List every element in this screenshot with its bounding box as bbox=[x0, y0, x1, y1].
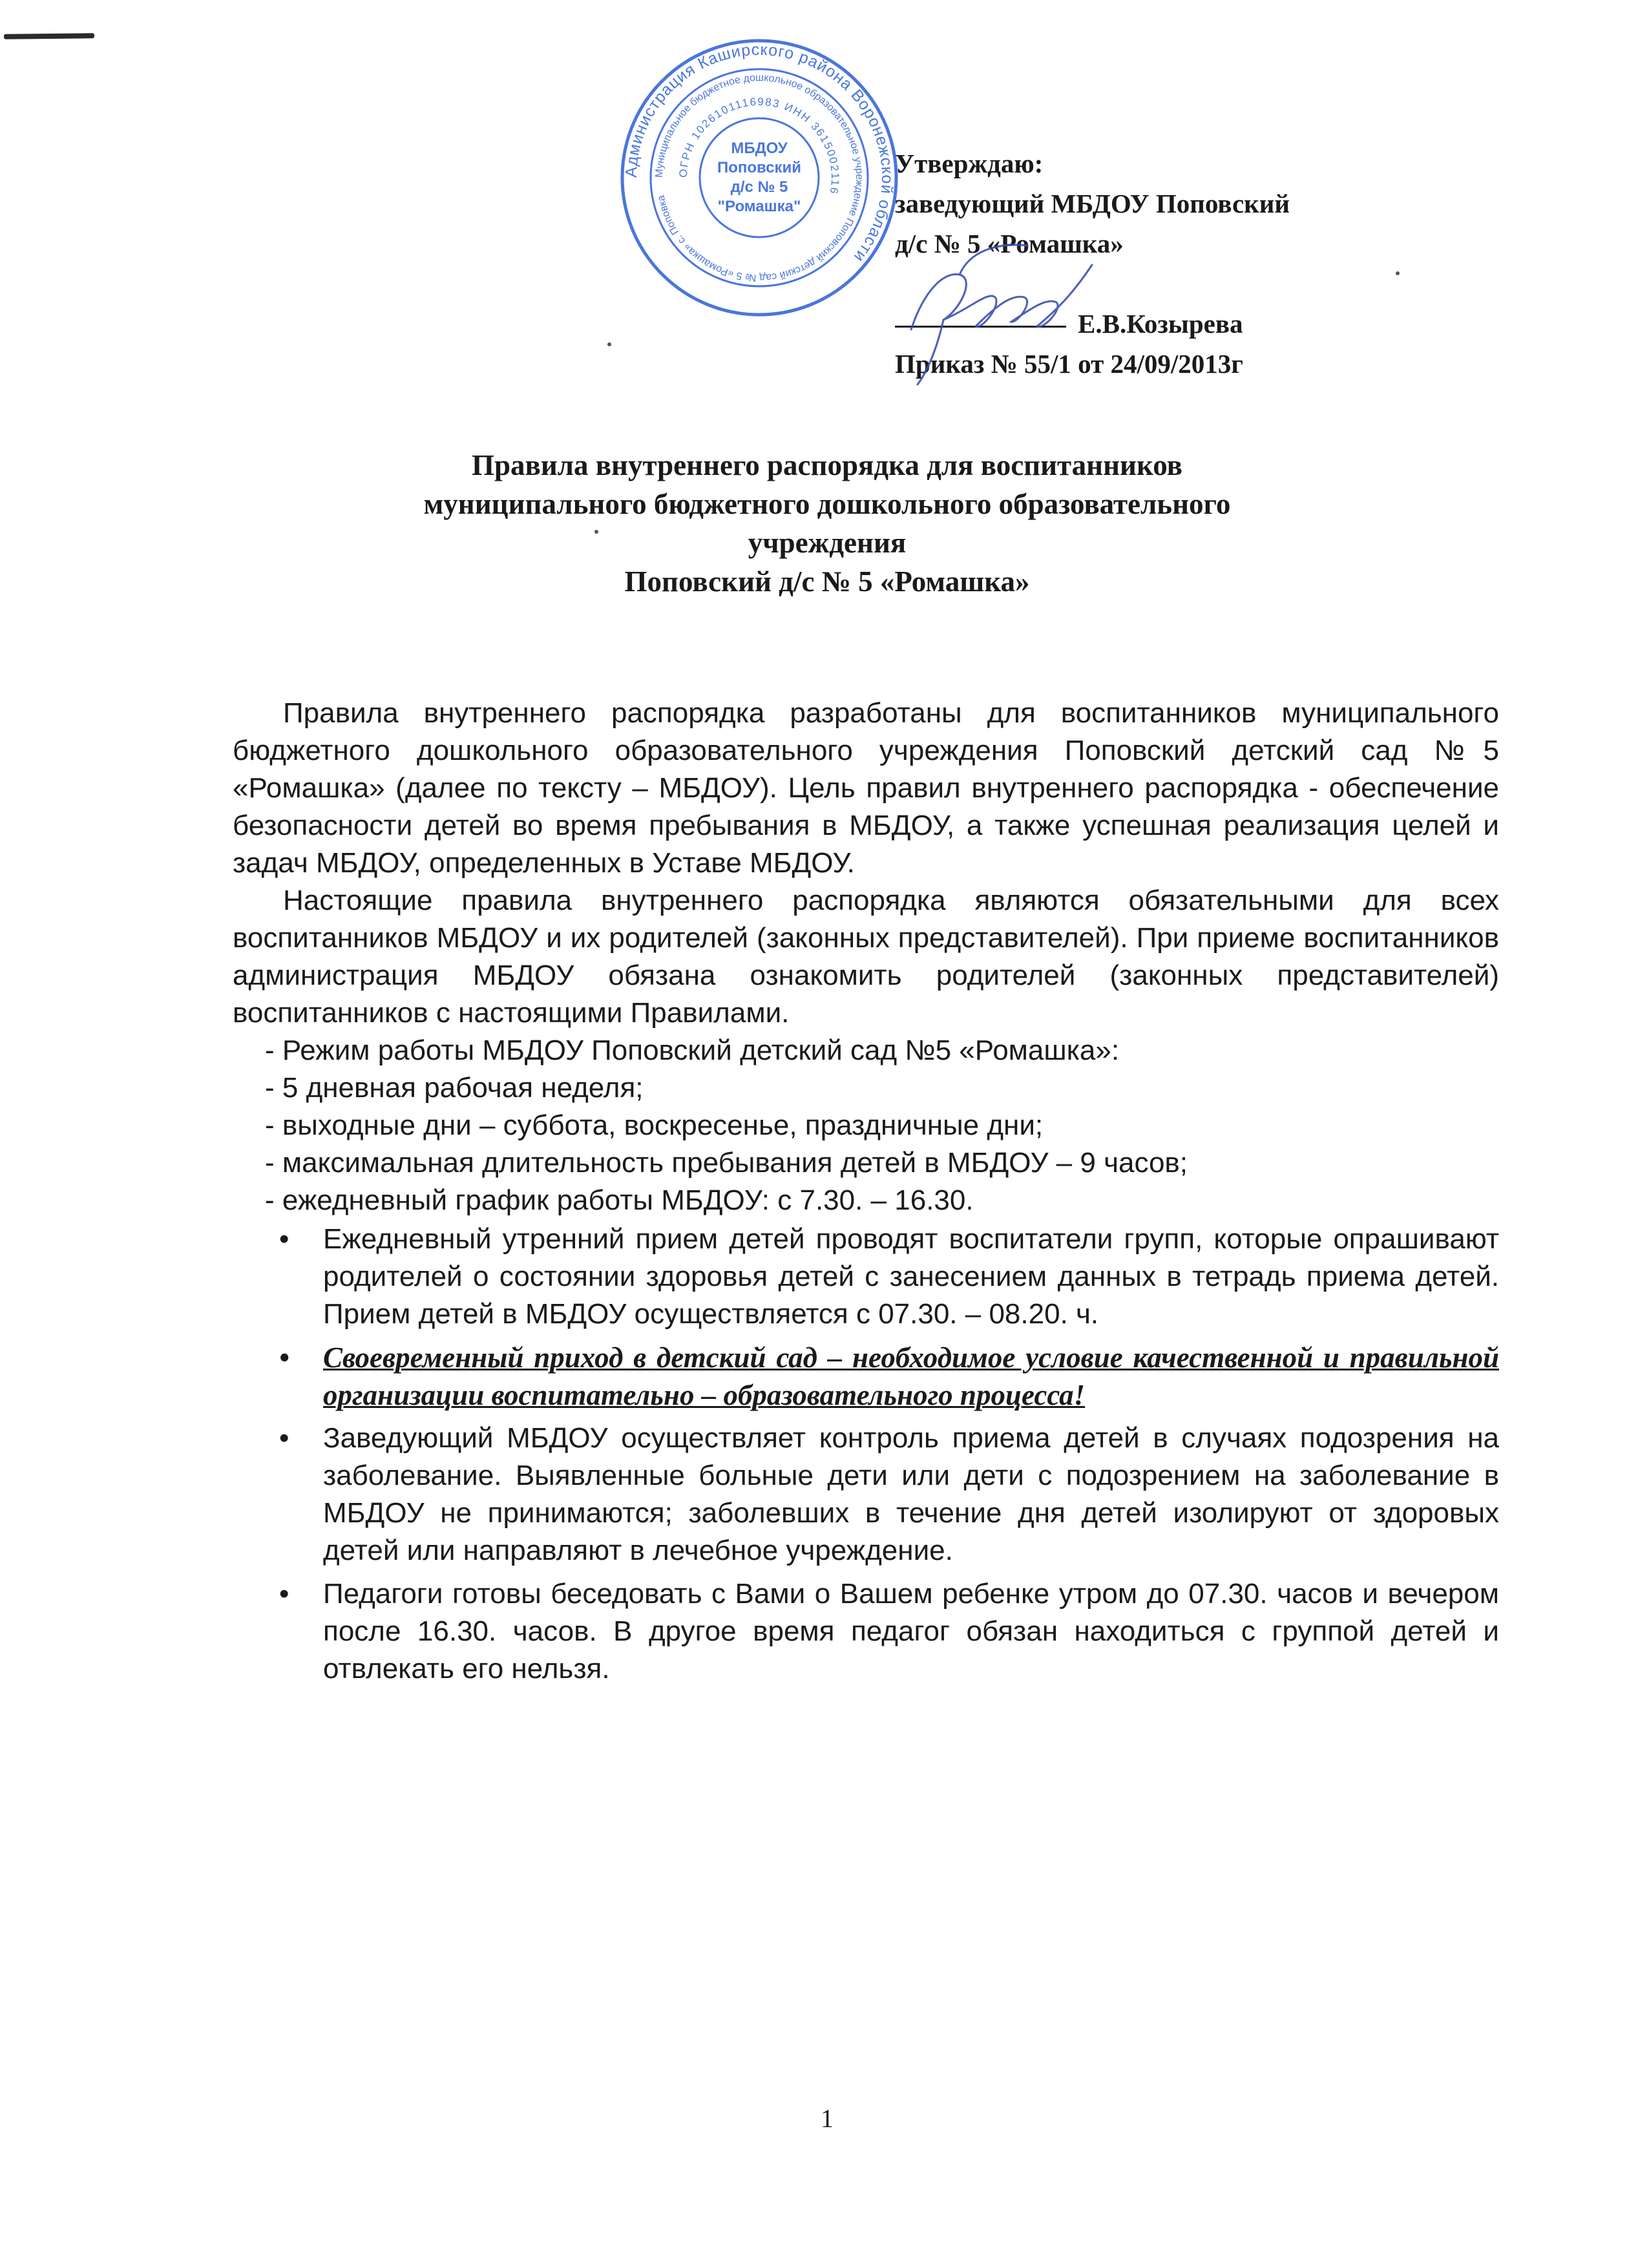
rule-item bbox=[233, 1575, 1499, 1688]
signer-name: Е.В.Козырева bbox=[1078, 309, 1243, 339]
schedule-item: - выходные дни – суббота, воскресенье, праздничные дни; bbox=[265, 1109, 1044, 1141]
seal-middle-text: Муниципальное бюджетное дошкольное образовательное учреждение Поповский детский сад № 5 «Ромашка» с. Поповка bbox=[653, 72, 865, 284]
document-body bbox=[233, 695, 1499, 1694]
approval-position: заведующий МБДОУ Поповский bbox=[895, 189, 1290, 218]
bullet-icon: • bbox=[279, 1578, 289, 1610]
rules-list bbox=[233, 1221, 1499, 1688]
document-title bbox=[246, 446, 1409, 601]
title-line: Правила внутреннего распорядка для воспитанников bbox=[472, 449, 1182, 481]
scan-speck bbox=[607, 342, 611, 346]
rule-text: Своевременный приход в детский сад – необходимое условие качественной и правильной организации воспитательно – образовательного процесса! bbox=[323, 1341, 1499, 1411]
page-number: 1 bbox=[821, 2104, 834, 2133]
schedule-item: - ежедневный график работы МБДОУ: с 7.30. – 16.30. bbox=[265, 1184, 974, 1216]
rule-text: Педагоги готовы беседовать с Вами о Вашем ребенке утром до 07.30. часов и вечером после 16.30. часов. В другое время педагог обязан находиться с группой детей и отвлекать его нельзя. bbox=[323, 1578, 1499, 1685]
order-reference: Приказ № 55/1 от 24/09/2013г bbox=[895, 349, 1243, 379]
schedule-item: - максимальная длительность пребывания детей в МБДОУ – 9 часов; bbox=[265, 1147, 1188, 1179]
scan-edge-mark bbox=[4, 33, 94, 39]
title-line: учреждения bbox=[748, 527, 907, 559]
handwritten-signature bbox=[898, 233, 1118, 388]
bullet-icon: • bbox=[279, 1341, 289, 1374]
seal-center-line: МБДОУ bbox=[731, 140, 788, 157]
approval-heading: Утверждаю: bbox=[895, 149, 1044, 178]
seal-center-line: Поповский bbox=[717, 159, 802, 176]
intro-paragraph: Правила внутреннего распорядка разработаны для воспитанников муниципального бюджетного дошкольного образовательного учреждения Поповский детский сад №5 «Ромашка» (далее по тексту – МБДОУ). Цель правил внутреннего распорядка - обеспечение безопасности детей во время пребывания в МБДОУ, а также успешная реализация целей и задач МБДОУ, определенных в Уставе МБДОУ. bbox=[233, 697, 1499, 879]
seal-inner-text: ОГРН 1026101116983 ИНН 3615002116 bbox=[677, 95, 842, 196]
seal-center-line: д/с № 5 bbox=[730, 178, 788, 196]
title-line: муниципального бюджетного дошкольного образовательного bbox=[423, 488, 1231, 520]
obligation-paragraph: Настоящие правила внутреннего распорядка являются обязательными для всех воспитанников МБДОУ и их родителей (законных представителей). При приеме воспитанников администрация МБДОУ обязана ознакомить родителей (законных представителей) воспитанников с настоящими Правилами. bbox=[233, 885, 1499, 1029]
rule-text: Ежедневный утренний прием детей проводят воспитатели групп, которые опрашивают родителей о состоянии здоровья детей с занесением данных в тетрадь приема детей. Прием детей в МБДОУ осуществляется с 07.30. – 08.20. ч. bbox=[323, 1223, 1499, 1330]
organization-seal bbox=[617, 36, 901, 320]
bullet-icon: • bbox=[279, 1422, 289, 1454]
seal-outer-text: Администрация Каширского района Воронежской области bbox=[622, 40, 897, 266]
seal-center-line: "Ромашка" bbox=[717, 198, 801, 215]
rule-item-emphasized bbox=[233, 1339, 1499, 1414]
rule-text: Заведующий МБДОУ осуществляет контроль приема детей в случаях подозрения на заболевание. Выявленные больные дети или дети с подозрением на заболевание в МБДОУ не принимаются; заболевших в течение дня детей изолируют от здоровых детей или направляют в лечебное учреждение. bbox=[323, 1422, 1499, 1566]
rule-item bbox=[233, 1221, 1499, 1333]
rule-item bbox=[233, 1420, 1499, 1570]
schedule-item: - Режим работы МБДОУ Поповский детский сад №5 «Ромашка»: bbox=[265, 1034, 1120, 1066]
schedule-list bbox=[233, 1032, 1499, 1219]
schedule-item: - 5 дневная рабочая неделя; bbox=[265, 1072, 644, 1104]
approval-institution: д/с № 5 «Ромашка» bbox=[895, 229, 1124, 258]
bullet-icon: • bbox=[279, 1223, 289, 1255]
scan-speck bbox=[1396, 271, 1400, 275]
title-line: Поповский д/с № 5 «Ромашка» bbox=[624, 565, 1030, 598]
